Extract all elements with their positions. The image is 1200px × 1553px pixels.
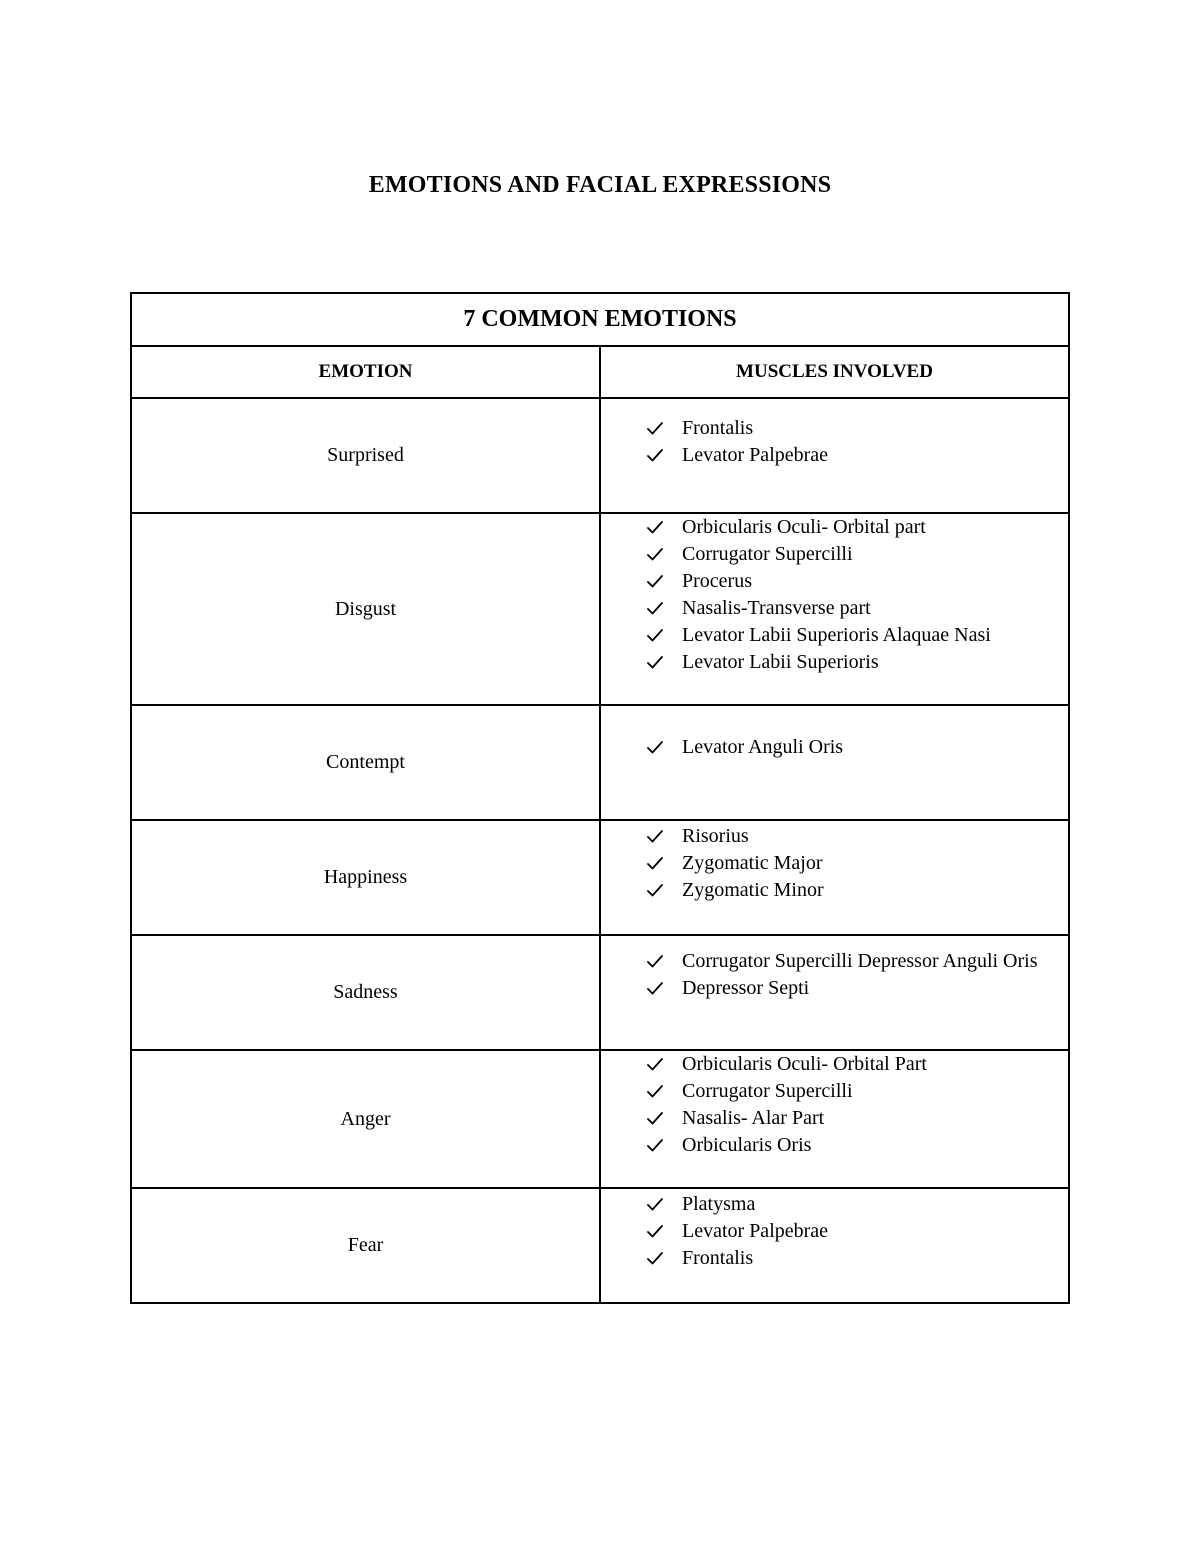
table-caption-row <box>131 293 1069 346</box>
list-item <box>647 1132 1068 1159</box>
muscle-list <box>601 821 1068 904</box>
checkmark-icon <box>647 1085 663 1098</box>
list-item <box>647 948 1068 975</box>
muscle-name: Corrugator Supercilli Depressor Anguli Oris <box>682 950 1038 972</box>
muscle-list <box>601 936 1068 1002</box>
checkmark-icon <box>647 1139 663 1152</box>
checkmark-icon <box>647 857 663 870</box>
column-header-emotion: EMOTION <box>131 346 600 398</box>
emotion-name: Anger <box>131 1050 600 1188</box>
list-item <box>647 514 1068 541</box>
emotion-name: Disgust <box>131 513 600 705</box>
checkmark-icon <box>647 1198 663 1211</box>
muscle-list <box>601 1051 1068 1159</box>
table-row <box>131 513 1069 705</box>
muscles-list-cell <box>600 513 1069 705</box>
list-item <box>647 1218 1068 1245</box>
checkmark-icon <box>647 575 663 588</box>
list-item <box>647 568 1068 595</box>
emotions-table <box>130 292 1070 1304</box>
muscle-name: Orbicularis Oculi- Orbital Part <box>682 1053 927 1075</box>
muscle-name: Corrugator Supercilli <box>682 1080 853 1102</box>
muscle-name: Nasalis-Transverse part <box>682 597 871 619</box>
checkmark-icon <box>647 1252 663 1265</box>
table-row <box>131 1050 1069 1188</box>
list-item <box>647 1105 1068 1132</box>
muscle-name: Depressor Septi <box>682 977 810 999</box>
checkmark-icon <box>647 548 663 561</box>
list-item <box>647 1078 1068 1105</box>
list-item <box>647 823 1068 850</box>
muscle-list <box>601 514 1068 676</box>
muscle-name: Frontalis <box>682 1247 754 1269</box>
table-row <box>131 1188 1069 1303</box>
list-item <box>647 541 1068 568</box>
muscle-name: Risorius <box>682 825 749 847</box>
table-caption: 7 COMMON EMOTIONS <box>131 293 1069 346</box>
muscle-name: Platysma <box>682 1193 756 1215</box>
emotion-name: Sadness <box>131 935 600 1050</box>
muscles-list-cell <box>600 705 1069 820</box>
muscles-list-cell <box>600 1050 1069 1188</box>
checkmark-icon <box>647 884 663 897</box>
list-item <box>647 850 1068 877</box>
list-item <box>647 734 1068 761</box>
muscle-name: Orbicularis Oculi- Orbital part <box>682 516 926 538</box>
muscles-list-cell <box>600 935 1069 1050</box>
muscle-name: Frontalis <box>682 417 754 439</box>
table-row <box>131 398 1069 513</box>
muscle-name: Orbicularis Oris <box>682 1134 812 1156</box>
table-header-row <box>131 346 1069 398</box>
muscle-name: Procerus <box>682 570 752 592</box>
document-title: EMOTIONS AND FACIAL EXPRESSIONS <box>368 172 832 198</box>
checkmark-icon <box>647 656 663 669</box>
muscle-list <box>601 706 1068 761</box>
muscle-name: Levator Palpebrae <box>682 444 829 466</box>
list-item <box>647 877 1068 904</box>
muscle-name: Levator Anguli Oris <box>682 736 844 758</box>
muscle-list <box>601 399 1068 469</box>
emotion-name: Fear <box>131 1188 600 1303</box>
emotion-name: Surprised <box>131 398 600 513</box>
list-item <box>647 415 1068 442</box>
muscles-list-cell <box>600 398 1069 513</box>
table-row <box>131 935 1069 1050</box>
muscle-name: Levator Labii Superioris Alaquae Nasi <box>682 624 991 646</box>
checkmark-icon <box>647 521 663 534</box>
checkmark-icon <box>647 1225 663 1238</box>
muscles-list-cell <box>600 820 1069 935</box>
muscle-name: Nasalis- Alar Part <box>682 1107 825 1129</box>
muscle-name: Corrugator Supercilli <box>682 543 853 565</box>
list-item <box>647 442 1068 469</box>
list-item <box>647 622 1068 649</box>
emotion-name: Contempt <box>131 705 600 820</box>
checkmark-icon <box>647 422 663 435</box>
muscle-name: Zygomatic Minor <box>682 879 824 901</box>
muscles-list-cell <box>600 1188 1069 1303</box>
muscle-list <box>601 1189 1068 1272</box>
muscle-name: Levator Labii Superioris <box>682 651 879 673</box>
muscle-name: Zygomatic Major <box>682 852 823 874</box>
checkmark-icon <box>647 955 663 968</box>
column-header-muscles: MUSCLES INVOLVED <box>600 346 1069 398</box>
list-item <box>647 649 1068 676</box>
checkmark-icon <box>647 1058 663 1071</box>
checkmark-icon <box>647 1112 663 1125</box>
checkmark-icon <box>647 602 663 615</box>
muscle-name: Levator Palpebrae <box>682 1220 829 1242</box>
table-row <box>131 705 1069 820</box>
list-item <box>647 1245 1068 1272</box>
checkmark-icon <box>647 629 663 642</box>
list-item <box>647 1191 1068 1218</box>
list-item <box>647 1051 1068 1078</box>
table-row <box>131 820 1069 935</box>
checkmark-icon <box>647 449 663 462</box>
list-item <box>647 975 1068 1002</box>
checkmark-icon <box>647 982 663 995</box>
checkmark-icon <box>647 830 663 843</box>
list-item <box>647 595 1068 622</box>
checkmark-icon <box>647 741 663 754</box>
emotion-name: Happiness <box>131 820 600 935</box>
